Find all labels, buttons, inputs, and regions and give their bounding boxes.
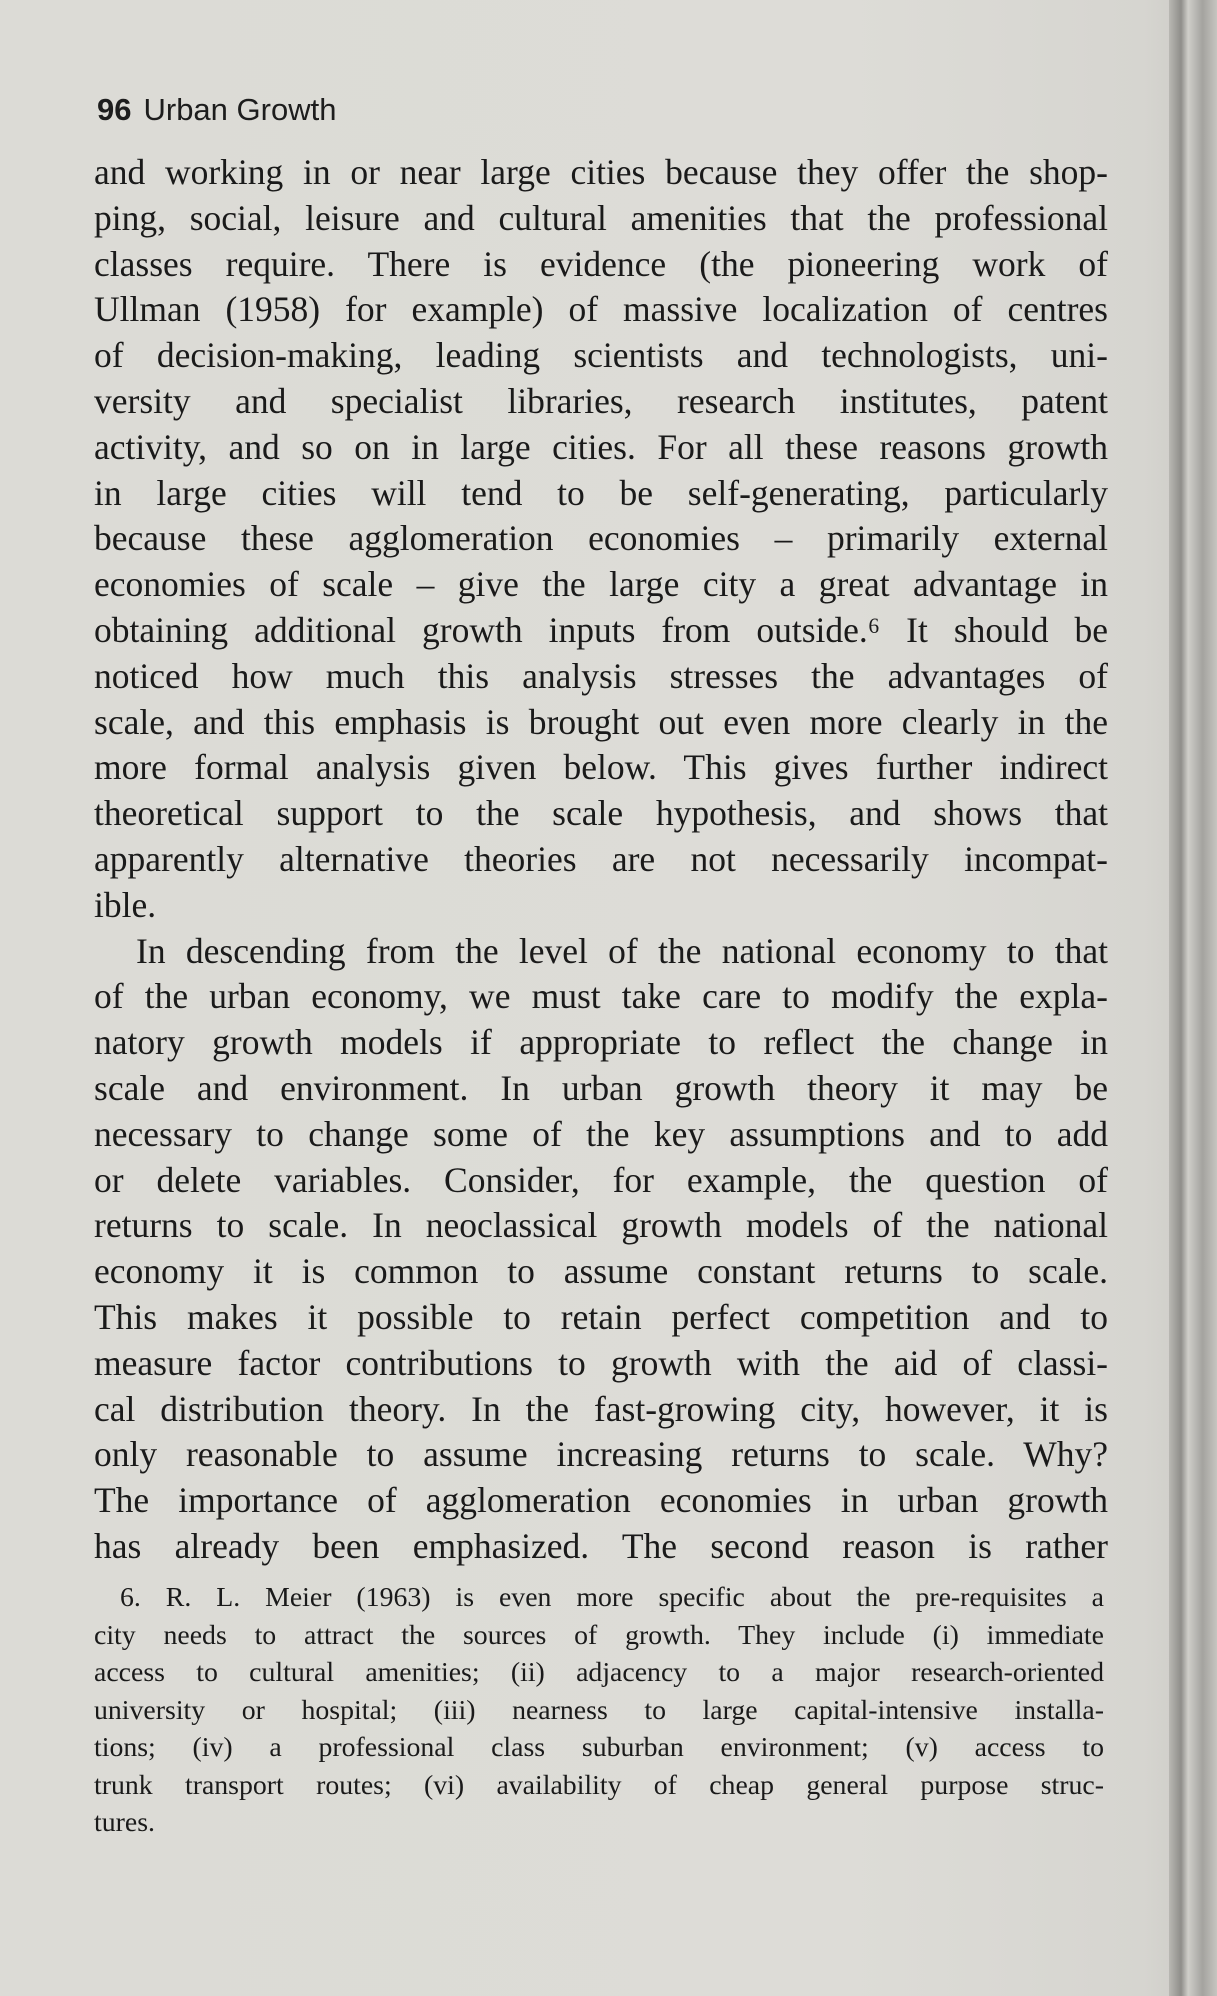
footnote-line: tions; (iv) a professional class suburban environment; (v) access to [94, 1732, 1104, 1763]
body-line: obtaining additional growth inputs from outside.⁶ It should be [94, 609, 1108, 650]
body-line: classes require. There is evidence (the pioneering work of [94, 243, 1108, 284]
body-line: in large cities will tend to be self-generating, particularly [94, 472, 1108, 513]
page-number: 96 [97, 92, 132, 127]
body-line: natory growth models if appropriate to reflect the change in [94, 1022, 1108, 1063]
body-line: of decision-making, leading scientists and technologists, uni- [94, 335, 1108, 376]
footnote-line: access to cultural amenities; (ii) adjacency to a major research-oriented [94, 1657, 1104, 1688]
body-line: ible. [94, 884, 157, 925]
body-line: necessary to change some of the key assumptions and to add [94, 1113, 1108, 1154]
running-title: Urban Growth [143, 92, 337, 127]
body-line: and working in or near large cities because they offer the shop- [94, 152, 1108, 192]
body-line: scale, and this emphasis is brought out even more clearly in the [94, 701, 1108, 742]
body-line: or delete variables. Consider, for example, the question of [94, 1159, 1108, 1200]
body-line: returns to scale. In neoclassical growth models of the national [94, 1205, 1108, 1246]
footnote-line: 6. R. L. Meier (1963) is even more specific about the pre-requisites a [120, 1582, 1104, 1613]
book-spine-shadow [1169, 0, 1217, 1996]
footnote-line: trunk transport routes; (vi) availability of cheap general purpose struc- [94, 1769, 1104, 1801]
body-line: This makes it possible to retain perfect competition and to [94, 1296, 1108, 1337]
body-line: has already been emphasized. The second reason is rather [94, 1525, 1108, 1566]
body-text [94, 150, 1108, 1570]
body-line: theoretical support to the scale hypothesis, and shows that [94, 793, 1108, 834]
body-line: activity, and so on in large cities. For all these reasons growth [94, 426, 1108, 467]
body-line: ping, social, leisure and cultural amenities that the professional [94, 197, 1108, 238]
body-line: only reasonable to assume increasing returns to scale. Why? [94, 1434, 1108, 1475]
body-line: more formal analysis given below. This gives further indirect [94, 747, 1108, 788]
body-line: versity and specialist libraries, research institutes, patent [94, 380, 1108, 421]
body-line: Ullman (1958) for example) of massive localization of centres [94, 289, 1108, 330]
body-line: cal distribution theory. In the fast-growing city, however, it is [94, 1388, 1108, 1429]
footnote-line: university or hospital; (iii) nearness to large capital-intensive installa- [94, 1694, 1104, 1726]
body-line: apparently alternative theories are not necessarily incompat- [94, 838, 1108, 879]
body-line: because these agglomeration economies – primarily external [94, 518, 1108, 559]
footnote-line: city needs to attract the sources of growth. They include (i) immediate [94, 1619, 1104, 1651]
body-line: noticed how much this analysis stresses the advantages of [94, 655, 1108, 696]
footnote-line: tures. [94, 1807, 155, 1838]
footnote [94, 1579, 1104, 1842]
body-line: of the urban economy, we must take care to modify the expla- [94, 976, 1108, 1017]
body-line: measure factor contributions to growth with the aid of classi- [94, 1342, 1108, 1383]
body-line: The importance of agglomeration economies in urban growth [94, 1480, 1108, 1521]
body-line: economies of scale – give the large city a great advantage in [94, 564, 1108, 605]
paragraph-start-line: In descending from the level of the national economy to that [136, 930, 1108, 971]
body-line: economy it is common to assume constant returns to scale. [94, 1251, 1108, 1292]
body-line: scale and environment. In urban growth theory it may be [94, 1067, 1108, 1108]
running-header [97, 92, 336, 128]
